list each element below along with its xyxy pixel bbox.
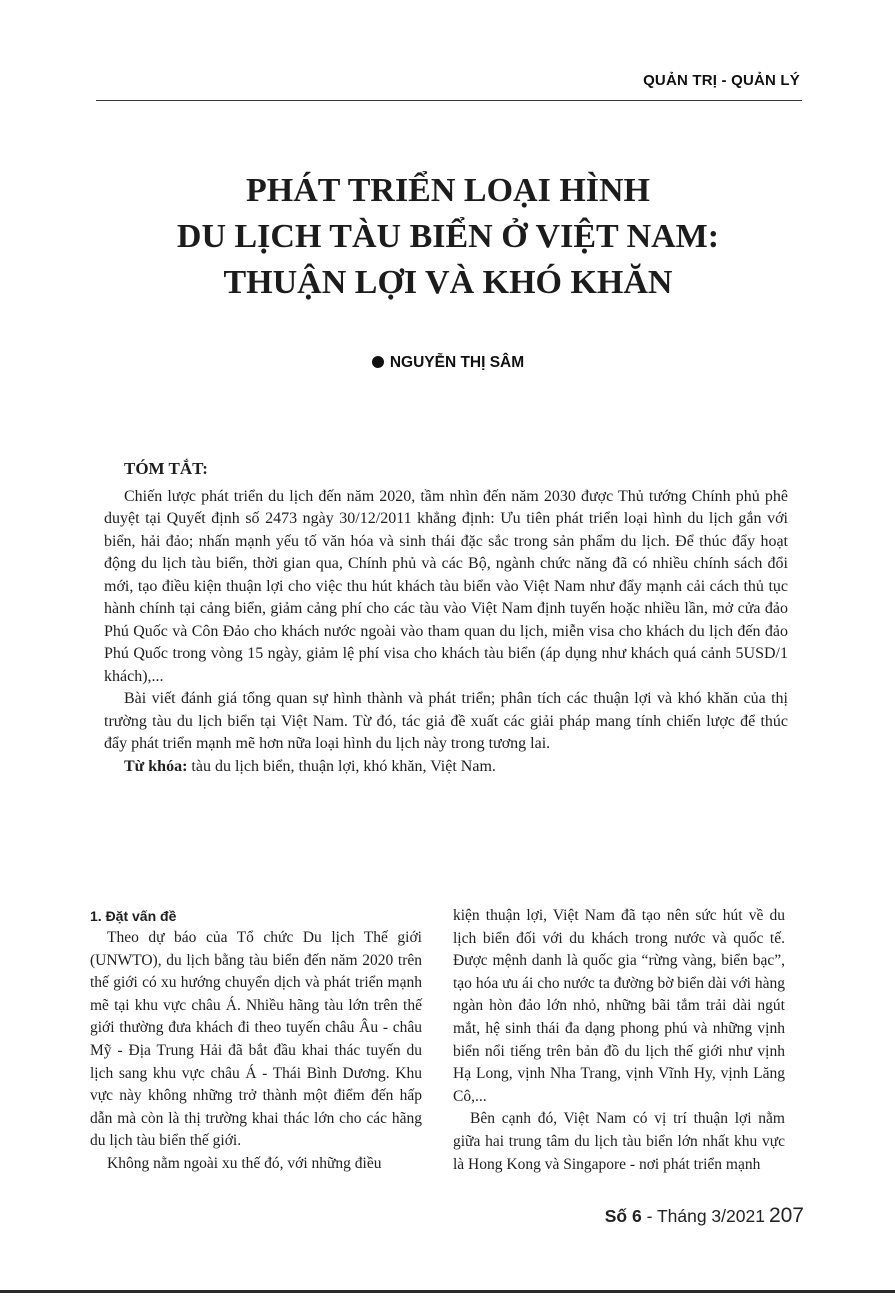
keywords-list: tàu du lịch biển, thuận lợi, khó khăn, Việt Nam. [187, 757, 496, 775]
keywords-label: Từ khóa: [124, 757, 188, 775]
body-column-right [453, 905, 785, 1176]
title-line-1: PHÁT TRIỂN LOẠI HÌNH [246, 172, 650, 209]
bottom-edge-rule [0, 1290, 895, 1293]
bullet-icon [372, 356, 384, 368]
body-paragraph: Không nằm ngoài xu thế đó, với những điều [107, 1154, 382, 1172]
article-title [95, 168, 801, 306]
body-paragraph: Theo dự báo của Tổ chức Du lịch Thế giới (UNWTO), du lịch bằng tàu biển đến năm 2020 trên thế giới có xu hướng chuyển dịch và phát triển mạnh mẽ tại khu vực châu Á. Nhiều hãng tàu lớn trên thế giới thường đưa khách đi theo tuyến châu Âu - châu Mỹ - Địa Trung Hải đã bắt đầu khai thác tuyến du lịch sang khu vực châu Á - Thái Bình Dương. Khu vực này không những trở thành một điểm đến hấp dẫn mà còn là thị trường khai thác lớn cho các hãng du lịch tàu biển thế giới. [90, 929, 422, 1150]
abstract [104, 458, 788, 778]
page-footer [520, 1204, 804, 1228]
author-name: NGUYỄN THỊ SÂM [389, 354, 525, 371]
body-column-left [90, 905, 422, 1176]
abstract-paragraph: Bài viết đánh giá tổng quan sự hình thành và phát triển; phân tích các thuận lợi và khó khăn của thị trường tàu du lịch biển tại Việt Nam. Từ đó, tác giả đề xuất các giải pháp mang tính chiến lược để thúc đẩy phát triển mạnh mẽ hơn nữa loại hình du lịch này trong tương lai. [104, 690, 788, 752]
section-label: QUẢN TRỊ - QUẢN LÝ [643, 72, 800, 89]
keywords [104, 756, 788, 779]
section-heading: 1. Đặt vấn đề [90, 908, 177, 924]
title-line-3: THUẬN LỢI VÀ KHÓ KHĂN [223, 264, 673, 301]
title-line-2: DU LỊCH TÀU BIỂN Ở VIỆT NAM: [176, 218, 720, 255]
author-line [95, 354, 801, 372]
header-divider [96, 100, 802, 101]
page-number: 207 [768, 1204, 804, 1227]
issue-number: Số 6 [604, 1206, 642, 1226]
issue-date: - Tháng 3/2021 [641, 1206, 765, 1226]
body-paragraph: Bên cạnh đó, Việt Nam có vị trí thuận lợi nằm giữa hai trung tâm du lịch tàu biển lớn nhất khu vực là Hong Kong và Singapore - nơi phát triển mạnh [453, 1110, 785, 1173]
abstract-paragraph: Chiến lược phát triển du lịch đến năm 2020, tầm nhìn đến năm 2030 được Thủ tướng Chính phủ phê duyệt tại Quyết định số 2473 ngày 30/12/2011 khẳng định: Ưu tiên phát triển loại hình du lịch gắn với biển, hải đảo; nhấn mạnh yếu tố văn hóa và sinh thái đặc sắc trong sản phẩm du lịch. Để thúc đẩy hoạt động du lịch tàu biển, thời gian qua, Chính phủ và các Bộ, ngành chức năng đã có nhiều chính sách đổi mới, tạo điều kiện thuận lợi cho việc thu hút khách tàu biển vào Việt Nam như đẩy mạnh cải cách thủ tục hành chính tại cảng biển, giảm cảng phí cho các tàu vào Việt Nam định tuyến hoặc nhiều lần, mở cửa đảo Phú Quốc và Côn Đảo cho khách nước ngoài vào tham quan du lịch, miễn visa cho khách du lịch đến đảo Phú Quốc trong vòng 15 ngày, giảm lệ phí visa cho khách tàu biển (áp dụng như khách quá cảnh 5USD/1 khách),... [104, 487, 788, 685]
body-paragraph: kiện thuận lợi, Việt Nam đã tạo nên sức hút về du lịch biển đối với du khách trong nước và quốc tế. Được mệnh danh là quốc gia “rừng vàng, biển bạc”, tạo hóa ưu ái cho nước ta đường bờ biển dài với hàng ngàn hòn đảo lớn nhỏ, những bãi tắm trải dài ngút mắt, hệ sinh thái đa dạng phong phú và những vịnh biển nổi tiếng trên bản đồ du lịch thế giới như vịnh Hạ Long, vịnh Nha Trang, vịnh Vĩnh Hy, vịnh Lăng Cô,... [453, 907, 785, 1105]
abstract-heading: TÓM TẮT: [124, 459, 208, 478]
